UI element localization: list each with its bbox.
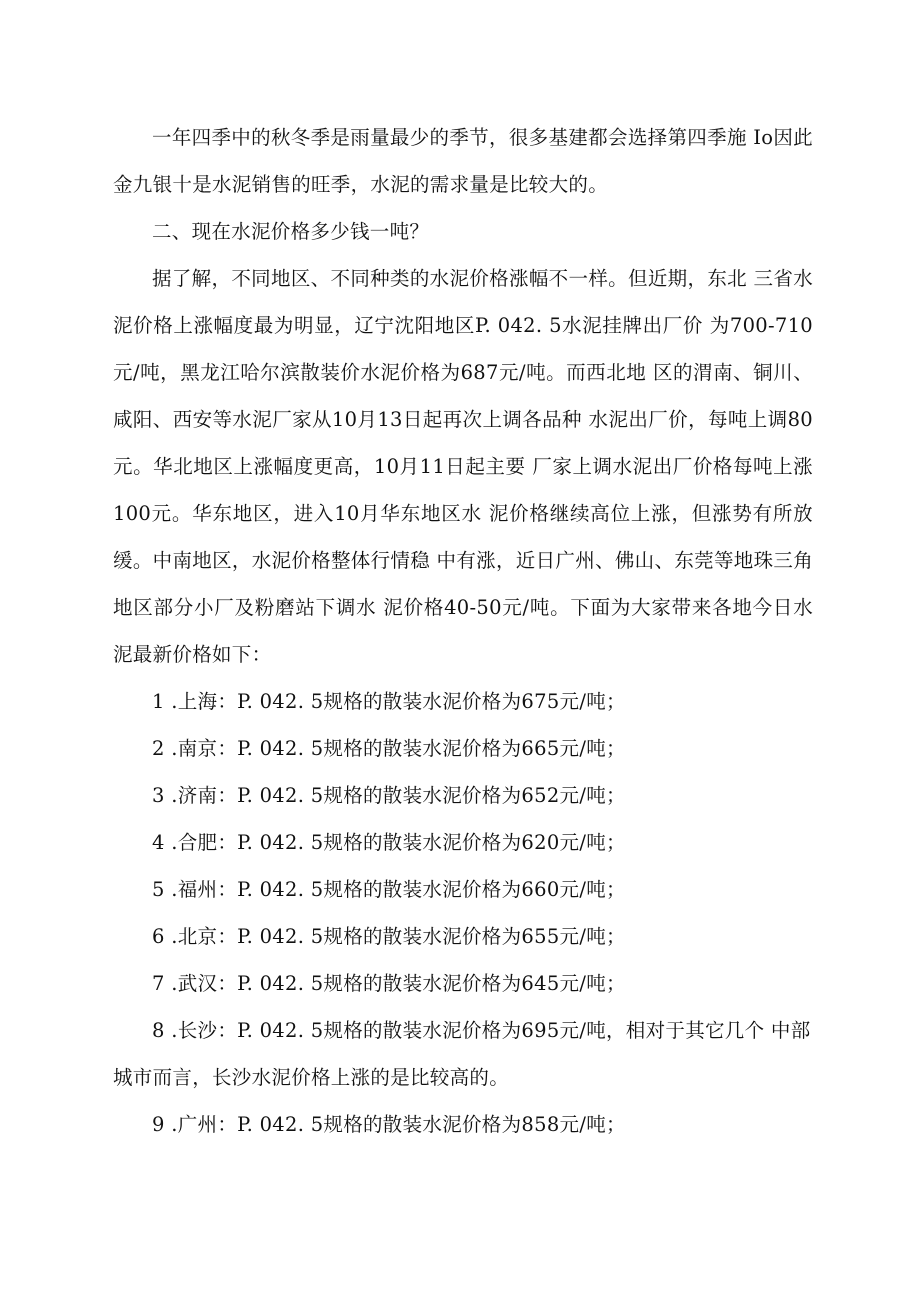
list-item-text: .北京：P. 042. 5规格的散装水泥价格为655元/吨； [164, 925, 626, 948]
list-item-text: .上海：P. 042. 5规格的散装水泥价格为675元/吨； [164, 690, 626, 713]
list-item-text: .南京：P. 042. 5规格的散装水泥价格为665元/吨； [164, 737, 626, 760]
list-item-number: 3 [152, 784, 165, 807]
list-item [113, 819, 813, 866]
list-item-text: .合肥：P. 042. 5规格的散装水泥价格为620元/吨； [164, 831, 626, 854]
list-item-text: .长沙：P. 042. 5规格的散装水泥价格为695元/吨，相对于其它几个 中部城市而言，长沙水泥价格上涨的是比较高的。 [113, 1019, 811, 1089]
list-item-number: 4 [152, 831, 165, 854]
list-item-text: .济南：P. 042. 5规格的散装水泥价格为652元/吨； [164, 784, 626, 807]
list-item-number: 8 [152, 1019, 165, 1042]
list-item [113, 1007, 813, 1101]
list-item-text: .福州：P. 042. 5规格的散装水泥价格为660元/吨； [164, 878, 626, 901]
list-item [113, 725, 813, 772]
list-item-number: 9 [152, 1113, 165, 1136]
list-item [113, 678, 813, 725]
document-body [113, 114, 813, 1148]
list-item [113, 1101, 813, 1148]
price-overview-paragraph: 据了解，不同地区、不同种类的水泥价格涨幅不一样。但近期，东北 三省水泥价格上涨幅度最为明显，辽宁沈阳地区P. 042. 5水泥挂牌出厂价 为700-710元/吨，黑龙江哈尔滨散装价水泥价格为687元/吨。而西北地 区的渭南、铜川、咸阳、西安等水泥厂家从10月13日起再次上调各品种 水泥出厂价，每吨上调80元。华北地区上涨幅度更高，10月11日起主要 厂家上调水泥出厂价格每吨上涨100元。华东地区，进入10月华东地区水 泥价格继续高位上涨，但涨势有所放缓。中南地区，水泥价格整体行情稳 中有涨，近日广州、佛山、东莞等地珠三角地区部分小厂及粉磨站下调水 泥价格40-50元/吨。下面为大家带来各地今日水泥最新价格如下： [113, 267, 813, 666]
list-item-number: 7 [152, 972, 165, 995]
list-item-number: 6 [152, 925, 165, 948]
list-item [113, 913, 813, 960]
list-item-text: .广州：P. 042. 5规格的散装水泥价格为858元/吨； [164, 1113, 626, 1136]
list-item-text: .武汉：P. 042. 5规格的散装水泥价格为645元/吨； [164, 972, 626, 995]
list-item [113, 772, 813, 819]
list-item-number: 5 [152, 878, 165, 901]
list-item [113, 960, 813, 1007]
list-item [113, 866, 813, 913]
list-item-number: 2 [152, 737, 165, 760]
section-heading: 二、现在水泥价格多少钱一吨？ [152, 220, 430, 243]
intro-paragraph: 一年四季中的秋冬季是雨量最少的季节，很多基建都会选择第四季施 Io因此金九银十是水泥销售的旺季，水泥的需求量是比较大的。 [113, 126, 813, 196]
list-item-number: 1 [152, 690, 165, 713]
